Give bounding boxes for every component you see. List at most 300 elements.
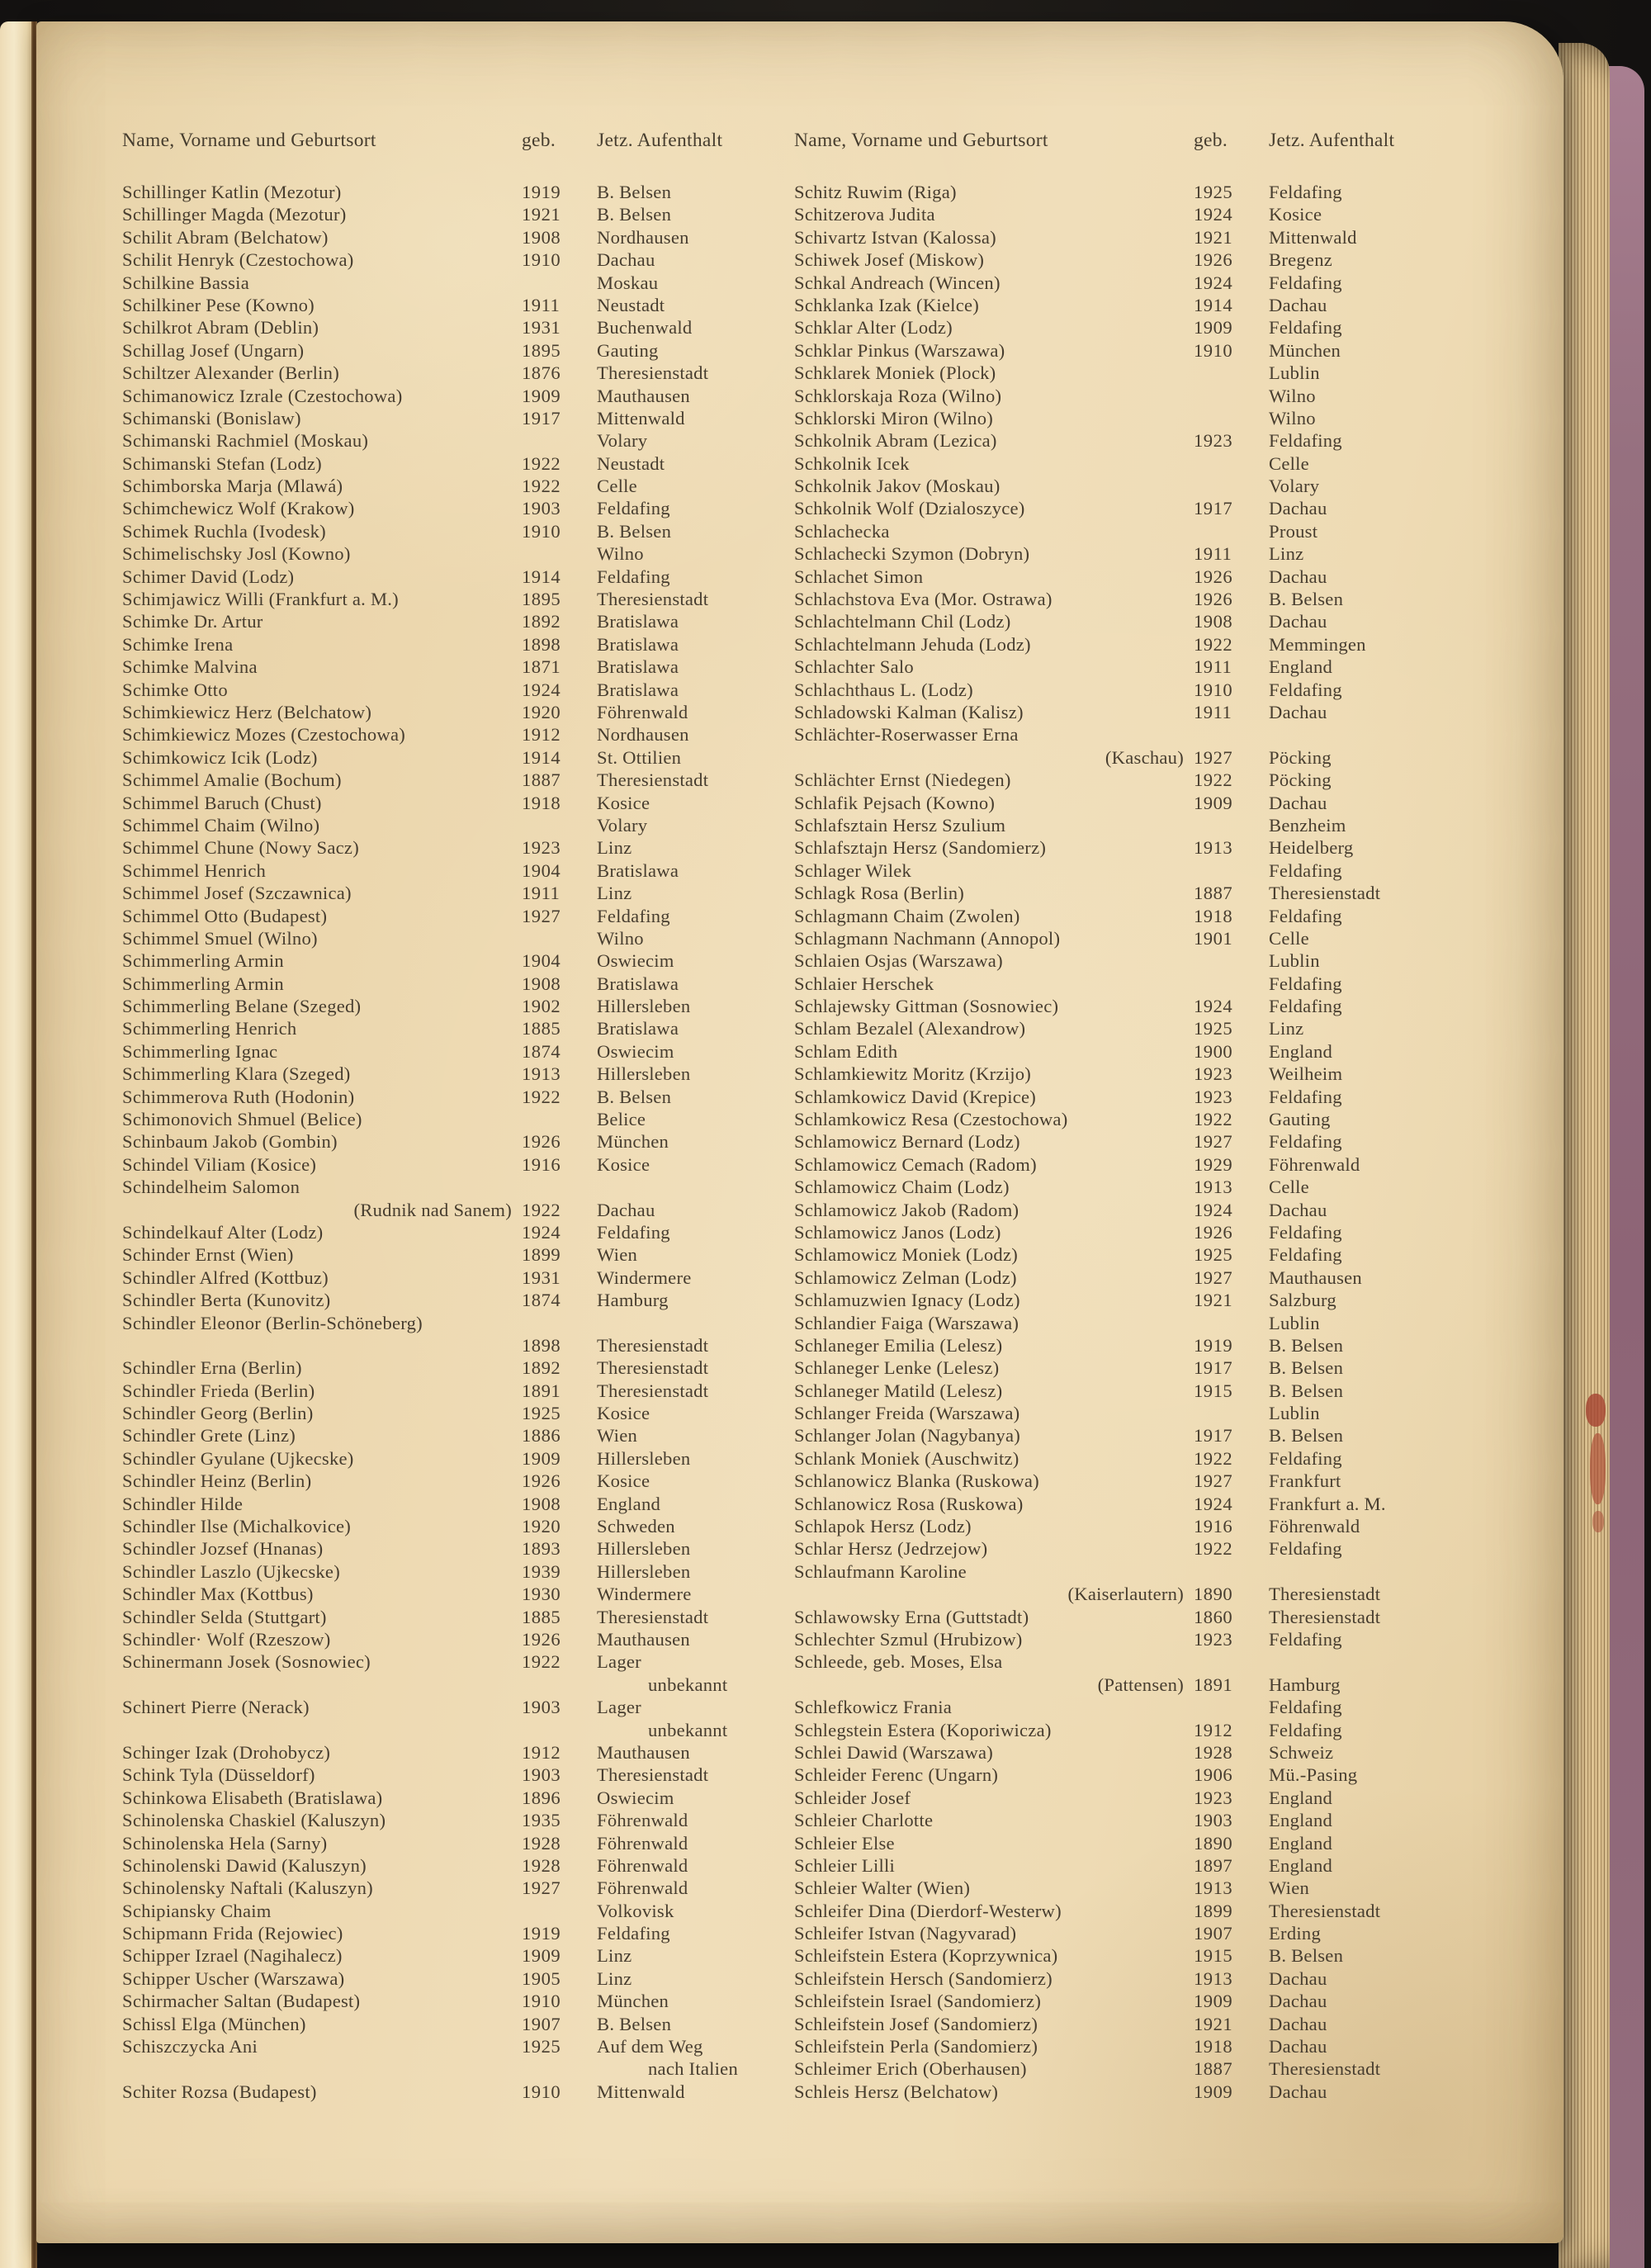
person-name: Schinkowa Elisabeth (Bratislawa) — [122, 1787, 383, 1808]
current-location: Mauthausen — [597, 385, 690, 406]
registry-row — [122, 1493, 783, 1515]
registry-row — [794, 2035, 1455, 2057]
birth-year: 1907 — [522, 2013, 561, 2034]
birth-year: 1908 — [1194, 611, 1233, 632]
registry-row — [122, 1153, 783, 1176]
registry-row — [794, 1243, 1455, 1266]
registry-row — [794, 679, 1455, 701]
person-name: Schimkiewicz Herz (Belchatow) — [122, 701, 372, 722]
person-name: Schklorski Miron (Wilno) — [794, 407, 994, 429]
person-name: Schlaneger Lenke (Lelesz) — [794, 1357, 1000, 1379]
person-name: Schlefkowicz Frania — [794, 1697, 953, 1718]
person-name: Schimchewicz Wolf (Krakow) — [122, 498, 355, 519]
registry-row — [122, 1221, 783, 1243]
birth-year: 1916 — [1194, 1516, 1233, 1537]
current-location: Oswiecim — [597, 1787, 674, 1808]
birth-year: 1892 — [522, 611, 561, 632]
registry-row — [794, 1086, 1455, 1108]
birth-year: 1892 — [522, 1357, 561, 1379]
person-name: Schimer David (Lodz) — [122, 566, 295, 587]
person-name: Schlachet Simon — [794, 566, 924, 587]
person-name: Schlanger Jolan (Nagybanya) — [794, 1425, 1021, 1447]
birth-year: 1926 — [1194, 249, 1233, 271]
birth-year: 1905 — [522, 1967, 561, 1989]
person-name: Schlamkowicz Resa (Czestochowa) — [794, 1109, 1068, 1130]
current-location: B. Belsen — [1269, 589, 1344, 610]
birth-year: 1871 — [522, 656, 561, 678]
current-location: Dachau — [1269, 1199, 1327, 1220]
current-location: Linz — [597, 883, 632, 904]
person-name: Schimmel Smuel (Wilno) — [122, 927, 318, 949]
registry-row — [122, 1334, 783, 1357]
registry-row — [794, 746, 1455, 769]
birth-year: 1926 — [1194, 589, 1233, 610]
birth-year: 1926 — [1194, 566, 1233, 587]
person-name: Schlächter-Roserwasser Erna — [794, 724, 1019, 746]
registry-row — [794, 294, 1455, 316]
birth-year: 1923 — [1194, 1086, 1233, 1107]
person-name: Schleis Hersz (Belchatow) — [794, 2081, 999, 2102]
birth-year: 1885 — [522, 1606, 561, 1627]
person-name: Schindler Max (Kottbus) — [122, 1584, 314, 1605]
birth-year: 1918 — [1194, 905, 1233, 926]
person-name: Schinolenski Dawid (Kaluszyn) — [122, 1854, 367, 1876]
current-location: Bratislawa — [597, 859, 679, 881]
birth-year: 1927 — [1194, 746, 1233, 768]
current-location: Celle — [1269, 452, 1309, 474]
birth-year: 1925 — [522, 1403, 561, 1424]
registry-row — [794, 1809, 1455, 1831]
current-location: Wien — [597, 1244, 638, 1266]
registry-row — [122, 1764, 783, 1786]
current-location: Hillersleben — [597, 1538, 691, 1560]
current-location: Mittenwald — [597, 407, 685, 429]
person-name: Schimkiewicz Mozes (Czestochowa) — [122, 724, 406, 746]
registry-row — [122, 723, 783, 746]
person-name: Schleifstein Estera (Koprzywnica) — [794, 1945, 1058, 1967]
birth-year: 1922 — [1194, 1109, 1233, 1130]
current-location: Wilno — [1269, 407, 1316, 429]
registry-row — [794, 701, 1455, 723]
birth-year: 1921 — [1194, 226, 1233, 248]
person-name: Schindler Frieda (Berlin) — [122, 1380, 315, 1401]
registry-row — [122, 656, 783, 678]
registry-row — [794, 1606, 1455, 1628]
current-location: Linz — [1269, 1018, 1304, 1039]
current-location: England — [1269, 1832, 1333, 1854]
registry-row — [794, 1063, 1455, 1085]
person-name: Schindler Eleonor (Berlin-Schöneberg) — [122, 1312, 423, 1333]
birth-year: 1922 — [1194, 633, 1233, 655]
birth-year: 1925 — [1194, 182, 1233, 202]
birth-year: 1913 — [522, 1063, 561, 1085]
current-location: Bratislawa — [597, 633, 679, 655]
birth-year: 1903 — [522, 1764, 561, 1786]
registry-row — [122, 1380, 783, 1402]
registry-row — [122, 1017, 783, 1039]
person-name: Schlank Moniek (Auschwitz) — [794, 1447, 1019, 1469]
person-name: Schillinger Magda (Mezotur) — [122, 204, 347, 225]
current-location: Bratislawa — [597, 1018, 679, 1039]
birth-year: 1926 — [1194, 1221, 1233, 1243]
current-location: Dachau — [1269, 792, 1327, 813]
current-location: Dachau — [1269, 294, 1327, 315]
registry-row — [122, 905, 783, 927]
current-location: B. Belsen — [1269, 1945, 1344, 1967]
registry-row — [794, 836, 1455, 859]
birth-year: 1914 — [1194, 294, 1233, 315]
current-location: Wilno — [1269, 385, 1316, 406]
birth-year: 1908 — [522, 1493, 561, 1514]
registry-row — [122, 836, 783, 859]
registry-row — [122, 1289, 783, 1311]
current-location: Theresienstadt — [597, 589, 709, 610]
current-location: Oswiecim — [597, 950, 674, 972]
person-name: Schindler Alfred (Kottbuz) — [122, 1267, 329, 1288]
person-name: Schimmel Otto (Budapest) — [122, 905, 328, 926]
previous-page-edge — [0, 21, 31, 2268]
birth-year: 1917 — [1194, 1357, 1233, 1379]
birth-year: 1909 — [1194, 1991, 1233, 2012]
registry-row — [122, 973, 783, 995]
current-location: Feldafing — [1269, 1447, 1342, 1469]
registry-row — [794, 1199, 1455, 1221]
current-location: Pöcking — [1269, 746, 1332, 768]
person-name: Schlar Hersz (Jedrzejow) — [794, 1538, 988, 1560]
current-location: Mauthausen — [597, 1629, 690, 1650]
registry-row — [794, 1130, 1455, 1153]
current-location: Wien — [1269, 1877, 1310, 1899]
registry-row — [794, 633, 1455, 656]
registry-row — [122, 859, 783, 882]
registry-row — [122, 1944, 783, 1967]
registry-row — [122, 1877, 783, 1899]
person-name: Schiwek Josef (Miskow) — [794, 249, 985, 271]
person-name: Schlamowicz Jakob (Radom) — [794, 1199, 1019, 1220]
birth-year: 1922 — [1194, 769, 1233, 791]
current-location: Kosice — [1269, 204, 1322, 225]
birth-year: 1922 — [1194, 1447, 1233, 1469]
person-name: Schleier Lilli — [794, 1854, 896, 1876]
current-location: Bratislawa — [597, 973, 679, 994]
current-location: Feldafing — [1269, 973, 1342, 994]
registry-row — [794, 769, 1455, 791]
current-location: Feldafing — [1269, 317, 1342, 339]
birth-year: 1916 — [522, 1153, 561, 1175]
current-location: Theresienstadt — [1269, 883, 1381, 904]
birth-year: 1923 — [1194, 1629, 1233, 1650]
registry-row — [794, 339, 1455, 362]
registry-row — [794, 859, 1455, 882]
person-name: Schlamowicz Cemach (Radom) — [794, 1153, 1037, 1175]
person-name: Schlaufmann Karoline — [794, 1560, 967, 1582]
birth-year: 1918 — [522, 792, 561, 813]
registry-row — [122, 520, 783, 542]
current-location: Volary — [597, 430, 648, 452]
registry-row — [794, 1221, 1455, 1243]
person-name: Schimanski Stefan (Lodz) — [122, 452, 322, 474]
current-location: Windermere — [597, 1584, 692, 1605]
birth-year: 1927 — [1194, 1470, 1233, 1492]
person-name: Schimmel Henrich — [122, 859, 267, 881]
registry-row — [794, 249, 1455, 271]
registry-row — [794, 2081, 1455, 2103]
person-name: Schlaneger Emilia (Lelesz) — [794, 1334, 1003, 1356]
birth-year: 1920 — [522, 1516, 561, 1537]
registry-row — [122, 497, 783, 519]
birth-year: 1911 — [1194, 543, 1232, 565]
person-name: Schlawowsky Erna (Guttstadt) — [794, 1606, 1029, 1627]
current-location: München — [597, 1991, 669, 2012]
birth-year: 1900 — [1194, 1040, 1233, 1062]
current-location: Feldafing — [1269, 1086, 1342, 1107]
birth-year: 1896 — [522, 1787, 561, 1808]
person-name: Schlechter Szmul (Hrubizow) — [794, 1629, 1023, 1650]
person-name: Schindler Ilse (Michalkovice) — [122, 1516, 352, 1537]
person-name: Schlafik Pejsach (Kowno) — [794, 792, 996, 813]
person-name: Schilkiner Pese (Kowno) — [122, 294, 315, 315]
birth-year: 1874 — [522, 1040, 561, 1062]
registry-row — [794, 1312, 1455, 1334]
birth-year: 1915 — [1194, 1945, 1233, 1967]
person-name: Schimanski Rachmiel (Moskau) — [122, 430, 369, 452]
red-pencil-mark — [1586, 1394, 1606, 1427]
current-location: Feldafing — [1269, 1244, 1342, 1266]
current-location: B. Belsen — [597, 182, 672, 202]
registry-row — [122, 226, 783, 249]
person-name: Schklanka Izak (Kielce) — [794, 294, 980, 315]
person-name: Schimmel Josef (Szczawnica) — [122, 883, 352, 904]
current-location: Volary — [597, 814, 648, 836]
birth-year: 1904 — [522, 859, 561, 881]
registry-row — [122, 1470, 783, 1492]
birth-year: 1917 — [1194, 1425, 1233, 1447]
person-name: Schindler Heinz (Berlin) — [122, 1470, 312, 1492]
registry-column-left — [122, 181, 783, 2103]
registry-row — [794, 2013, 1455, 2035]
registry-row — [794, 1583, 1455, 1605]
birth-year: 1925 — [1194, 1018, 1233, 1039]
registry-row — [794, 1537, 1455, 1560]
current-location: Dachau — [1269, 2036, 1327, 2057]
person-name: Schlachtelmann Jehuda (Lodz) — [794, 633, 1031, 655]
registry-row — [122, 1108, 783, 1130]
birth-year: 1911 — [522, 883, 561, 904]
birth-year: 1908 — [522, 226, 561, 248]
current-location: Theresienstadt — [597, 1334, 709, 1356]
current-location: Dachau — [1269, 1967, 1327, 1989]
registry-row — [122, 1696, 783, 1718]
birth-year: 1876 — [522, 362, 561, 384]
registry-row — [794, 1108, 1455, 1130]
registry-row — [794, 1447, 1455, 1470]
registry-row — [122, 610, 783, 632]
birth-year: 1922 — [522, 1651, 561, 1673]
registry-row — [794, 1560, 1455, 1583]
birth-year: 1924 — [1194, 996, 1233, 1017]
registry-row — [794, 2057, 1455, 2080]
person-name: Schlaneger Matild (Lelesz) — [794, 1380, 1003, 1401]
person-name: Schlager Wilek — [794, 859, 912, 881]
current-location: Theresienstadt — [597, 1357, 709, 1379]
current-location: England — [1269, 1040, 1333, 1062]
birth-year: 1917 — [1194, 498, 1233, 519]
birth-year: 1922 — [522, 476, 561, 497]
registry-row — [122, 1176, 783, 1198]
person-name: Schimmel Baruch (Chust) — [122, 792, 322, 813]
person-name: Schlanger Freida (Warszawa) — [794, 1403, 1020, 1424]
birth-year: 1927 — [522, 1877, 561, 1899]
current-location: Dachau — [1269, 1991, 1327, 2012]
current-location: Memmingen — [1269, 633, 1366, 655]
birth-year: 1910 — [522, 1991, 561, 2012]
registry-row — [122, 407, 783, 429]
birth-year: 1890 — [1194, 1584, 1233, 1605]
current-location: Neustadt — [597, 294, 665, 315]
registry-row — [794, 1628, 1455, 1650]
current-location: Feldafing — [1269, 905, 1342, 926]
red-pencil-mark — [1590, 1433, 1606, 1504]
registry-row — [122, 203, 783, 225]
registry-row — [794, 1696, 1455, 1718]
birth-year: 1925 — [1194, 1244, 1233, 1266]
person-name: Schinert Pierre (Nerack) — [122, 1697, 310, 1718]
birth-year: 1927 — [1194, 1131, 1233, 1153]
current-location: Theresienstadt — [597, 362, 709, 384]
registry-row — [794, 1424, 1455, 1447]
current-location: Hillersleben — [597, 1063, 691, 1085]
registry-row — [122, 339, 783, 362]
current-location: Feldafing — [1269, 1221, 1342, 1243]
registry-row — [122, 385, 783, 407]
current-location: Feldafing — [1269, 679, 1342, 700]
registry-row — [794, 1402, 1455, 1424]
birth-year: 1913 — [1194, 1877, 1233, 1899]
birth-year: 1912 — [522, 1741, 561, 1763]
birth-year: 1895 — [522, 339, 561, 361]
current-location: Wilno — [597, 927, 644, 949]
current-location: Salzburg — [1269, 1290, 1336, 1311]
book-page-stack-edge — [1559, 43, 1610, 2268]
birth-year: 1909 — [1194, 2081, 1233, 2102]
registry-row — [122, 1357, 783, 1379]
current-location: Dachau — [597, 1199, 655, 1220]
person-name: Schillag Josef (Ungarn) — [122, 339, 305, 361]
current-location: Dachau — [1269, 611, 1327, 632]
current-location: Feldafing — [1269, 1131, 1342, 1153]
current-location: Schweden — [597, 1516, 675, 1537]
person-name: Schlächter Ernst (Niedegen) — [794, 769, 1011, 791]
registry-row — [794, 1674, 1455, 1696]
current-location: unbekannt — [648, 1674, 728, 1695]
person-name: Schimanski (Bonislaw) — [122, 407, 301, 429]
current-location: Feldafing — [597, 905, 670, 926]
birth-year: 1909 — [522, 1447, 561, 1469]
current-location: Kosice — [597, 1403, 650, 1424]
current-location: Theresienstadt — [1269, 1606, 1381, 1627]
person-name: Schimmerling Armin — [122, 950, 284, 972]
person-name: Schimmerling Belane (Szeged) — [122, 996, 362, 1017]
registry-row — [794, 610, 1455, 632]
registry-row — [794, 1289, 1455, 1311]
person-name: Schlamowicz Moniek (Lodz) — [794, 1244, 1019, 1266]
registry-row — [122, 1424, 783, 1447]
person-name: Schilit Henryk (Czestochowa) — [122, 249, 354, 271]
registry-row — [794, 1944, 1455, 1967]
registry-row — [794, 792, 1455, 814]
person-name: Schlaien Osjas (Warszawa) — [794, 950, 1003, 972]
birth-year: 1911 — [522, 294, 561, 315]
birth-year: 1909 — [522, 1945, 561, 1967]
registry-row — [794, 475, 1455, 497]
person-name: Schleimer Erich (Oberhausen) — [794, 2058, 1027, 2080]
registry-column-right — [794, 181, 1455, 2103]
registry-row — [122, 1967, 783, 1990]
current-location: Erding — [1269, 1923, 1321, 1944]
registry-row — [122, 1674, 783, 1696]
person-name: Schinolensky Naftali (Kaluszyn) — [122, 1877, 373, 1899]
person-name: Schipiansky Chaim — [122, 1900, 272, 1921]
current-location: Feldafing — [597, 566, 670, 587]
current-location: Linz — [597, 1967, 632, 1989]
current-location: England — [1269, 656, 1333, 678]
current-location: Benzheim — [1269, 814, 1346, 836]
registry-row — [794, 973, 1455, 995]
current-location: Dachau — [1269, 498, 1327, 519]
person-name: Schimanowicz Izrale (Czestochowa) — [122, 385, 403, 406]
current-location: Heidelberg — [1269, 837, 1354, 859]
registry-row — [794, 1493, 1455, 1515]
current-location: Proust — [1269, 520, 1318, 542]
birth-year: 1921 — [1194, 1290, 1233, 1311]
current-location: Windermere — [597, 1267, 692, 1288]
birth-year: 1912 — [522, 724, 561, 746]
birth-year: 1930 — [522, 1584, 561, 1605]
current-location: Kosice — [597, 1470, 650, 1492]
current-location: Theresienstadt — [597, 769, 709, 791]
current-location: Hillersleben — [597, 1447, 691, 1469]
person-name: Schkolnik Abram (Lezica) — [794, 430, 997, 452]
current-location: Nordhausen — [597, 226, 689, 248]
person-name: Schinolenska Hela (Sarny) — [122, 1832, 328, 1854]
birth-year: 1923 — [522, 837, 561, 859]
current-location: Wilno — [597, 543, 644, 565]
registry-row — [794, 1153, 1455, 1176]
registry-row — [122, 249, 783, 271]
current-location: Feldafing — [597, 1221, 670, 1243]
birth-year: 1927 — [522, 905, 561, 926]
registry-row — [122, 1990, 783, 2012]
current-location: München — [1269, 339, 1341, 361]
registry-row — [794, 1357, 1455, 1379]
person-name: Schindler· Wolf (Rzeszow) — [122, 1629, 331, 1650]
birth-year: 1887 — [522, 769, 561, 791]
current-location: Bregenz — [1269, 249, 1333, 271]
person-name: Schivartz Istvan (Kalossa) — [794, 226, 996, 248]
birth-year: 1913 — [1194, 837, 1233, 859]
registry-row — [122, 2013, 783, 2035]
person-name: Schindler Erna (Berlin) — [122, 1357, 302, 1379]
current-location: Kosice — [597, 792, 650, 813]
person-name: Schleier Else — [794, 1832, 895, 1854]
birth-year: 1929 — [1194, 1153, 1233, 1175]
current-location: Linz — [597, 1945, 632, 1967]
registry-row — [122, 2081, 783, 2103]
birth-year: 1922 — [522, 1199, 561, 1220]
person-name: Schitz Ruwim (Riga) — [794, 182, 957, 202]
current-location: Frankfurt a. M. — [1269, 1493, 1386, 1514]
person-name: Schlachecki Szymon (Dobryn) — [794, 543, 1030, 565]
